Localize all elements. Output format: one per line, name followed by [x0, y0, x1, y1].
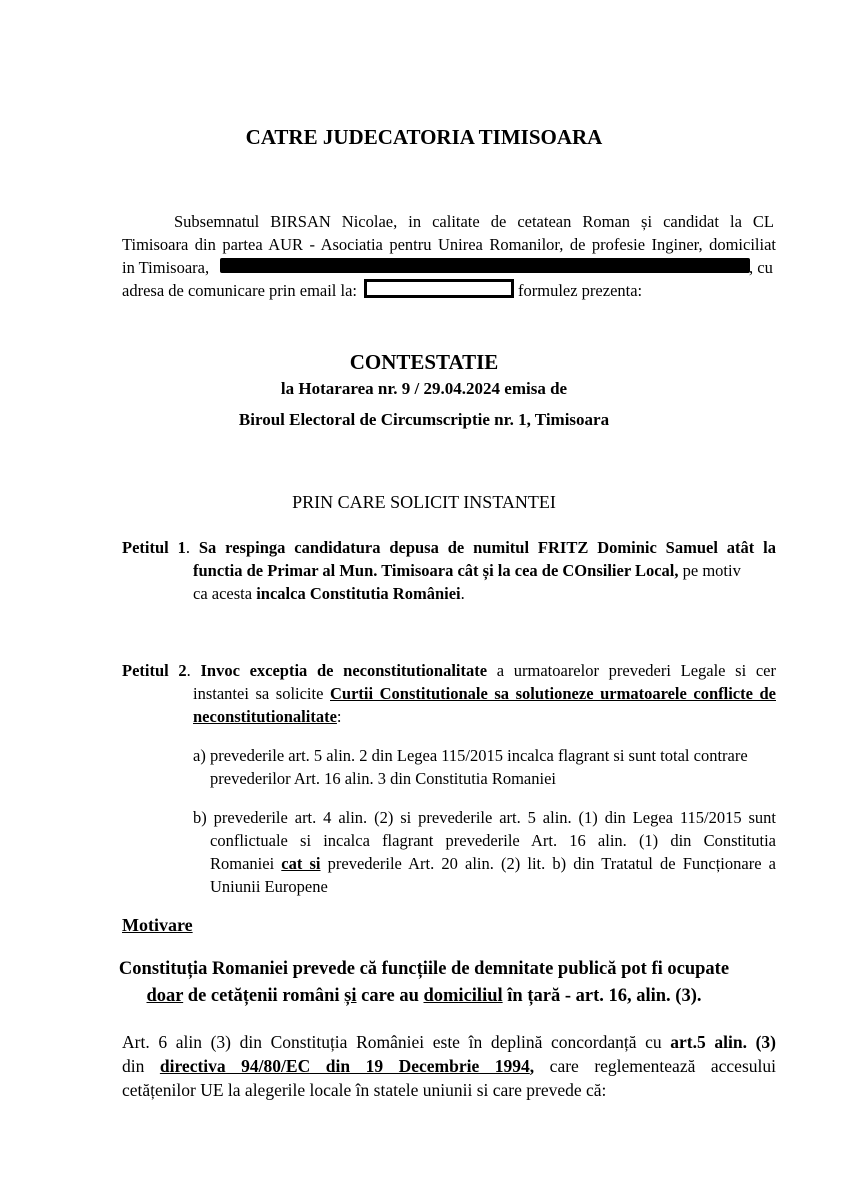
petitul-2-line-3: neconstitutionalitate: [193, 707, 342, 726]
intro-line-4-end: formulez prezenta: [518, 281, 643, 300]
item-b-line-2: conflictuale si incalca flagrant prevederile Art. 16 alin. (1) din Constitutia [210, 831, 776, 850]
item-a-line-2: prevederilor Art. 16 alin. 3 din Constitutia Romaniei [210, 769, 556, 788]
intro-line-1: Subsemnatul BIRSAN Nicolae, in calitate de cetatean Roman și candidat la CL [174, 212, 774, 231]
motivare-heading: Motivare [122, 915, 193, 935]
motivare-statement-line-1: Constituția Romaniei prevede că funcțiile de demnitate publică pot fi ocupate [118, 959, 730, 979]
item-a-line-1: a) prevederile art. 5 alin. 2 din Legea 115/2015 incalca flagrant si sunt total contrare [193, 746, 748, 765]
motivare-para-line-1: Art. 6 alin (3) din Constituția României este în deplină concordanță cu art.5 alin. (3) [122, 1032, 776, 1052]
request-heading: PRIN CARE SOLICIT INSTANTEI [292, 492, 556, 512]
intro-line-3-start: in Timisoara, [122, 258, 210, 277]
motivare-statement-line-2: doar de cetățenii români și care au domiciliul în țară - art. 16, alin. (3). [146, 986, 702, 1006]
contestatie-subtitle-1: la Hotararea nr. 9 / 29.04.2024 emisa de [280, 379, 568, 398]
petitul-1-line-2: functia de Primar al Mun. Timisoara cât și la cea de COnsilier Local, pe motiv [193, 561, 741, 580]
motivare-para-line-2: din directiva 94/80/EC din 19 Decembrie 1994, care reglementează accesului [122, 1056, 776, 1076]
petitul-1-label: Petitul 1 [122, 538, 186, 557]
intro-line-2: Timisoara din partea AUR - Asociatia pentru Unirea Romanilor, de profesie Inginer, domiciliat [122, 235, 776, 254]
petitul-1-line-1: Petitul 1. Sa respinga candidatura depusa de numitul FRITZ Dominic Samuel atât la [122, 538, 776, 557]
petitul-2-label: Petitul 2 [122, 661, 187, 680]
contestatie-subtitle-2: Biroul Electoral de Circumscriptie nr. 1, Timisoara [238, 410, 610, 429]
petitul-2-line-1: Petitul 2. Invoc exceptia de neconstitutionalitate a urmatoarelor prevederi Legale si cer [122, 661, 776, 680]
petitul-1-line-3: ca acesta incalca Constitutia României. [193, 584, 465, 603]
petitul-1-bold: Sa respinga candidatura depusa de numitul FRITZ Dominic Samuel atât la [198, 538, 776, 557]
intro-line-4-start: adresa de comunicare prin email la: [122, 281, 358, 300]
redacted-email [364, 279, 514, 298]
petitul-2-line-2: instantei sa solicite Curtii Constitutionale sa solutioneze urmatoarele conflicte de [193, 684, 776, 703]
item-b-line-1: b) prevederile art. 4 alin. (2) si prevederile art. 5 alin. (1) din Legea 115/2015 sunt [193, 808, 776, 827]
court-heading: CATRE JUDECATORIA TIMISOARA [245, 125, 603, 149]
intro-line-3-end: , cu [749, 258, 773, 277]
contestatie-title: CONTESTATIE [349, 350, 499, 374]
motivare-para-line-3: cetățenilor UE la alegerile locale în statele uniunii si care prevede că: [122, 1080, 607, 1100]
item-b-line-4: Uniunii Europene [210, 877, 328, 896]
redacted-address [220, 258, 750, 273]
item-b-line-3: Romaniei cat si prevederile Art. 20 alin. (2) lit. b) din Tratatul de Funcționare a [210, 854, 776, 873]
